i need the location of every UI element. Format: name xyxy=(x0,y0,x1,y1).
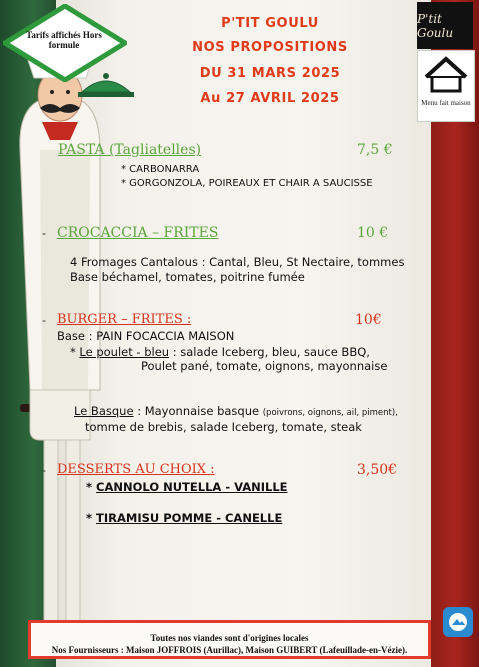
house-icon xyxy=(418,51,474,97)
brand-logo xyxy=(417,2,473,49)
burger-poulet-name: Le poulet - bleu xyxy=(79,345,170,359)
header-date-from: DU 31 MARS 2025 xyxy=(199,66,341,81)
crocaccia-line-2: Base béchamel, tomates, poitrine fumée xyxy=(70,270,305,284)
burger-poulet xyxy=(70,345,370,360)
star-marker: * xyxy=(86,511,93,525)
pasta-price: 7,5 € xyxy=(357,142,393,158)
restaurant-name: P'TIT GOULU xyxy=(221,16,319,31)
dessert-item-2 xyxy=(86,511,282,526)
pasta-title: PASTA (Tagliatelles) xyxy=(58,142,202,158)
star-marker: * xyxy=(70,345,76,359)
burger-basque-desc: : Mayonnaise basque xyxy=(137,404,260,418)
suppliers-footer xyxy=(28,620,431,659)
star-marker: * xyxy=(86,480,93,494)
burger-poulet-line-2: Poulet pané, tomate, oignons, mayonnaise xyxy=(141,359,388,373)
dessert-item-1 xyxy=(86,480,288,495)
dessert-item-1-label: CANNOLO NUTELLA - VANILLE xyxy=(96,480,288,494)
footer-line-2: Nos Fournisseurs : Maison JOFFROIS (Aurillac), Maison GUIBERT (Lafeuillade-en-Vézie). xyxy=(51,645,408,655)
homemade-logo xyxy=(417,50,475,122)
burger-title: BURGER – FRITES : xyxy=(57,312,192,327)
dash-marker: - xyxy=(42,313,46,327)
desserts-title: DESSERTS AU CHOIX : xyxy=(57,462,215,477)
crocaccia-line-1: 4 Fromages Cantalous : Cantal, Bleu, St Nectaire, tommes xyxy=(70,255,405,269)
burger-basque-name: Le Basque xyxy=(74,404,134,418)
pasta-item-1: * CARBONARRA xyxy=(121,164,200,175)
crocaccia-price: 10 € xyxy=(357,225,389,241)
dash-marker: - xyxy=(42,463,46,477)
burger-base: Base : PAIN FOCACCIA MAISON xyxy=(57,329,235,343)
header-propositions: NOS PROPOSITIONS xyxy=(192,40,348,55)
homemade-logo-caption: Menu fait maison xyxy=(421,99,471,107)
burger-basque-line-2: tomme de brebis, salade Iceberg, tomate, steak xyxy=(85,420,362,434)
tarifs-badge-text: Tarifs affichés Hors formule xyxy=(26,30,102,50)
burger-basque xyxy=(74,404,398,421)
burger-poulet-desc: : salade Iceberg, bleu, sauce BBQ, xyxy=(172,345,370,359)
desserts-price: 3,50€ xyxy=(357,462,398,478)
footer-line-1: Toutes nos viandes sont d'origines locales xyxy=(150,633,309,643)
header-date-to: Au 27 AVRIL 2025 xyxy=(200,91,340,106)
mountain-icon xyxy=(443,607,473,637)
burger-basque-small: (poivrons, oignons, ail, piment), xyxy=(262,408,398,418)
brand-logo-text: P'tit Goulu xyxy=(417,11,454,40)
dessert-item-2-label: TIRAMISU POMME - CANELLE xyxy=(96,511,283,525)
dash-marker: - xyxy=(42,226,46,240)
burger-price: 10€ xyxy=(355,312,382,328)
crocaccia-title: CROCACCIA – FRITES xyxy=(57,225,219,241)
pasta-item-2: * GORGONZOLA, POIREAUX ET CHAIR A SAUCISSE xyxy=(121,178,373,189)
scroll-icon[interactable] xyxy=(443,607,473,637)
